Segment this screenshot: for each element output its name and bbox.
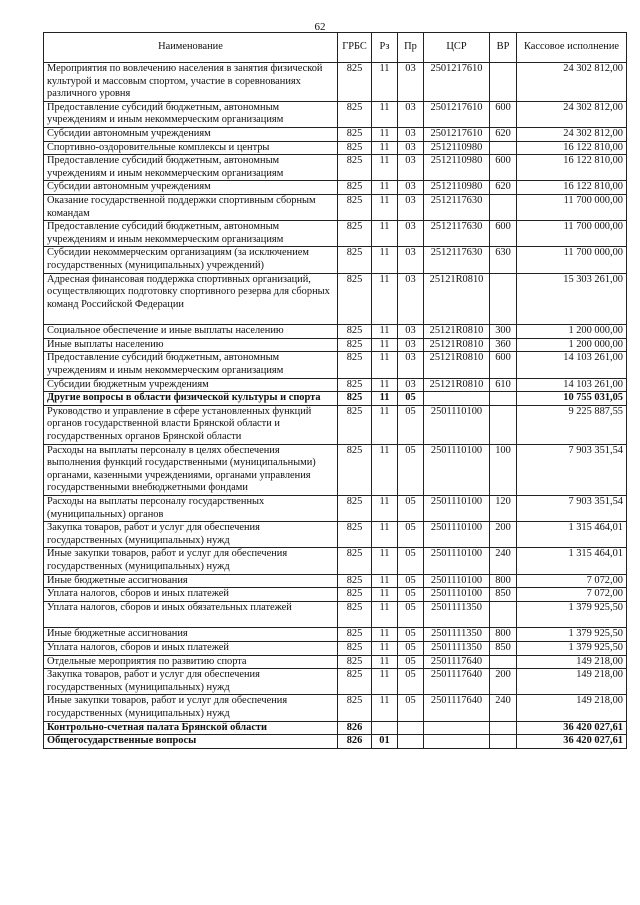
cell-csr: 2512117630 bbox=[424, 194, 490, 220]
cell-rz: 11 bbox=[372, 444, 398, 495]
cell-name: Субсидии бюджетным учреждениям bbox=[44, 378, 338, 392]
cell-grbs: 825 bbox=[338, 325, 372, 339]
cell-grbs: 825 bbox=[338, 221, 372, 247]
cell-name: Уплата налогов, сборов и иных платежей bbox=[44, 641, 338, 655]
cell-name: Предоставление субсидий бюджетным, автономным учреждениям и иным некоммерческим организациям bbox=[44, 101, 338, 127]
cell-rz: 11 bbox=[372, 101, 398, 127]
cell-amount: 14 103 261,00 bbox=[517, 352, 627, 378]
cell-csr: 2501117640 bbox=[424, 669, 490, 695]
cell-grbs: 825 bbox=[338, 695, 372, 721]
cell-pr: 03 bbox=[398, 352, 424, 378]
cell-csr bbox=[424, 392, 490, 406]
cell-amount: 10 755 031,05 bbox=[517, 392, 627, 406]
table-row bbox=[44, 101, 627, 127]
cell-vr bbox=[490, 721, 517, 735]
cell-name: Уплата налогов, сборов и иных обязательных платежей bbox=[44, 601, 338, 628]
cell-name: Спортивно-оздоровительные комплексы и центры bbox=[44, 141, 338, 155]
cell-grbs: 825 bbox=[338, 273, 372, 325]
cell-grbs: 826 bbox=[338, 721, 372, 735]
cell-pr: 03 bbox=[398, 63, 424, 102]
cell-rz: 11 bbox=[372, 392, 398, 406]
cell-csr: 2501217610 bbox=[424, 127, 490, 141]
cell-rz: 11 bbox=[372, 548, 398, 574]
header-pr: Пр bbox=[398, 33, 424, 63]
cell-amount: 24 302 812,00 bbox=[517, 127, 627, 141]
cell-name: Уплата налогов, сборов и иных платежей bbox=[44, 588, 338, 602]
cell-rz: 11 bbox=[372, 669, 398, 695]
table-row bbox=[44, 669, 627, 695]
cell-grbs: 825 bbox=[338, 63, 372, 102]
cell-name: Контрольно-счетная палата Брянской области bbox=[44, 721, 338, 735]
cell-pr: 03 bbox=[398, 273, 424, 325]
table-row bbox=[44, 392, 627, 406]
cell-csr: 2501217610 bbox=[424, 63, 490, 102]
cell-name: Закупка товаров, работ и услуг для обеспечения государственных (муниципальных) нужд bbox=[44, 669, 338, 695]
cell-name: Закупка товаров, работ и услуг для обеспечения государственных (муниципальных) нужд bbox=[44, 522, 338, 548]
cell-pr: 03 bbox=[398, 127, 424, 141]
cell-grbs: 825 bbox=[338, 155, 372, 181]
cell-amount: 1 200 000,00 bbox=[517, 338, 627, 352]
table-row bbox=[44, 63, 627, 102]
cell-rz: 11 bbox=[372, 141, 398, 155]
cell-amount: 15 303 261,00 bbox=[517, 273, 627, 325]
cell-grbs: 825 bbox=[338, 522, 372, 548]
cell-pr: 03 bbox=[398, 181, 424, 195]
cell-amount: 7 072,00 bbox=[517, 588, 627, 602]
cell-grbs: 825 bbox=[338, 392, 372, 406]
cell-amount: 36 420 027,61 bbox=[517, 735, 627, 749]
table-row bbox=[44, 496, 627, 522]
table-row bbox=[44, 127, 627, 141]
cell-amount: 16 122 810,00 bbox=[517, 155, 627, 181]
cell-amount: 9 225 887,55 bbox=[517, 405, 627, 444]
table-row bbox=[44, 221, 627, 247]
cell-amount: 11 700 000,00 bbox=[517, 194, 627, 220]
cell-grbs: 825 bbox=[338, 548, 372, 574]
cell-pr bbox=[398, 721, 424, 735]
cell-name: Общегосударственные вопросы bbox=[44, 735, 338, 749]
cell-name: Мероприятия по вовлечению населения в занятия физической культурой и массовым спортом, участие в соревнованиях различного уровня bbox=[44, 63, 338, 102]
cell-grbs: 825 bbox=[338, 352, 372, 378]
cell-amount: 11 700 000,00 bbox=[517, 247, 627, 273]
cell-name: Социальное обеспечение и иные выплаты населению bbox=[44, 325, 338, 339]
cell-amount: 1 379 925,50 bbox=[517, 628, 627, 642]
cell-rz: 11 bbox=[372, 155, 398, 181]
table-body bbox=[44, 63, 627, 749]
cell-grbs: 825 bbox=[338, 338, 372, 352]
cell-vr: 630 bbox=[490, 247, 517, 273]
cell-csr: 2501110100 bbox=[424, 548, 490, 574]
cell-amount: 14 103 261,00 bbox=[517, 378, 627, 392]
cell-amount: 1 200 000,00 bbox=[517, 325, 627, 339]
cell-pr: 05 bbox=[398, 496, 424, 522]
cell-vr: 200 bbox=[490, 522, 517, 548]
cell-csr: 25121R0810 bbox=[424, 338, 490, 352]
cell-grbs: 826 bbox=[338, 735, 372, 749]
cell-rz: 11 bbox=[372, 655, 398, 669]
cell-csr: 25121R0810 bbox=[424, 378, 490, 392]
table-row bbox=[44, 141, 627, 155]
cell-grbs: 825 bbox=[338, 181, 372, 195]
table-row bbox=[44, 601, 627, 628]
cell-amount: 24 302 812,00 bbox=[517, 101, 627, 127]
cell-vr bbox=[490, 141, 517, 155]
cell-csr: 25121R0810 bbox=[424, 325, 490, 339]
cell-csr: 2501111350 bbox=[424, 641, 490, 655]
cell-vr: 120 bbox=[490, 496, 517, 522]
cell-amount: 24 302 812,00 bbox=[517, 63, 627, 102]
header-csr: ЦСР bbox=[424, 33, 490, 63]
cell-pr: 05 bbox=[398, 588, 424, 602]
cell-rz: 11 bbox=[372, 325, 398, 339]
cell-grbs: 825 bbox=[338, 574, 372, 588]
cell-grbs: 825 bbox=[338, 247, 372, 273]
cell-pr: 03 bbox=[398, 101, 424, 127]
cell-vr bbox=[490, 63, 517, 102]
cell-pr: 05 bbox=[398, 695, 424, 721]
cell-grbs: 825 bbox=[338, 101, 372, 127]
cell-amount: 149 218,00 bbox=[517, 655, 627, 669]
cell-vr bbox=[490, 392, 517, 406]
table-row bbox=[44, 628, 627, 642]
cell-csr bbox=[424, 721, 490, 735]
table-row bbox=[44, 155, 627, 181]
cell-pr: 05 bbox=[398, 522, 424, 548]
cell-csr: 2512117630 bbox=[424, 247, 490, 273]
cell-grbs: 825 bbox=[338, 655, 372, 669]
table-row bbox=[44, 548, 627, 574]
cell-grbs: 825 bbox=[338, 496, 372, 522]
cell-grbs: 825 bbox=[338, 444, 372, 495]
cell-csr: 2501110100 bbox=[424, 405, 490, 444]
cell-vr: 240 bbox=[490, 548, 517, 574]
cell-csr: 2512110980 bbox=[424, 141, 490, 155]
cell-csr: 25121R0810 bbox=[424, 273, 490, 325]
cell-csr bbox=[424, 735, 490, 749]
table-row bbox=[44, 194, 627, 220]
cell-pr: 05 bbox=[398, 655, 424, 669]
cell-name: Субсидии автономным учреждениям bbox=[44, 127, 338, 141]
cell-csr: 2501111350 bbox=[424, 601, 490, 628]
cell-csr: 2501117640 bbox=[424, 655, 490, 669]
cell-vr bbox=[490, 601, 517, 628]
cell-name: Субсидии некоммерческим организациям (за исключением государственных (муниципальных) учреждений) bbox=[44, 247, 338, 273]
cell-pr: 03 bbox=[398, 338, 424, 352]
cell-pr: 03 bbox=[398, 141, 424, 155]
table-row bbox=[44, 695, 627, 721]
cell-pr: 05 bbox=[398, 574, 424, 588]
cell-vr bbox=[490, 655, 517, 669]
cell-rz: 11 bbox=[372, 628, 398, 642]
cell-name: Иные закупки товаров, работ и услуг для обеспечения государственных (муниципальных) нужд bbox=[44, 695, 338, 721]
cell-vr: 100 bbox=[490, 444, 517, 495]
cell-csr: 2512110980 bbox=[424, 181, 490, 195]
cell-pr: 05 bbox=[398, 628, 424, 642]
cell-pr: 03 bbox=[398, 247, 424, 273]
table-row bbox=[44, 588, 627, 602]
cell-amount: 11 700 000,00 bbox=[517, 221, 627, 247]
cell-rz: 11 bbox=[372, 194, 398, 220]
cell-grbs: 825 bbox=[338, 405, 372, 444]
cell-vr: 620 bbox=[490, 181, 517, 195]
cell-name: Предоставление субсидий бюджетным, автономным учреждениям и иным некоммерческим организациям bbox=[44, 352, 338, 378]
cell-vr: 850 bbox=[490, 588, 517, 602]
cell-rz: 11 bbox=[372, 247, 398, 273]
header-rz: Рз bbox=[372, 33, 398, 63]
cell-pr: 05 bbox=[398, 641, 424, 655]
cell-vr: 600 bbox=[490, 352, 517, 378]
cell-csr: 2501110100 bbox=[424, 574, 490, 588]
cell-amount: 16 122 810,00 bbox=[517, 181, 627, 195]
cell-name: Субсидии автономным учреждениям bbox=[44, 181, 338, 195]
cell-vr bbox=[490, 735, 517, 749]
cell-name: Другие вопросы в области физической культуры и спорта bbox=[44, 392, 338, 406]
cell-rz: 11 bbox=[372, 496, 398, 522]
cell-rz: 11 bbox=[372, 181, 398, 195]
cell-vr: 600 bbox=[490, 155, 517, 181]
cell-name: Предоставление субсидий бюджетным, автономным учреждениям и иным некоммерческим организациям bbox=[44, 155, 338, 181]
cell-grbs: 825 bbox=[338, 669, 372, 695]
table-header-row bbox=[44, 33, 627, 63]
cell-amount: 1 379 925,50 bbox=[517, 601, 627, 628]
header-grbs: ГРБС bbox=[338, 33, 372, 63]
cell-name: Руководство и управление в сфере установленных функций органов государственной власти Брянской области и государственных органов Брянской области bbox=[44, 405, 338, 444]
cell-rz: 11 bbox=[372, 63, 398, 102]
cell-rz: 11 bbox=[372, 695, 398, 721]
cell-csr: 2512117630 bbox=[424, 221, 490, 247]
table-row bbox=[44, 444, 627, 495]
cell-csr: 2501217610 bbox=[424, 101, 490, 127]
cell-rz: 11 bbox=[372, 273, 398, 325]
cell-amount: 36 420 027,61 bbox=[517, 721, 627, 735]
cell-csr: 2501111350 bbox=[424, 628, 490, 642]
cell-name: Оказание государственной поддержки спортивным сборным командам bbox=[44, 194, 338, 220]
cell-rz: 11 bbox=[372, 641, 398, 655]
cell-rz: 11 bbox=[372, 405, 398, 444]
cell-pr: 05 bbox=[398, 548, 424, 574]
cell-pr: 03 bbox=[398, 378, 424, 392]
cell-name: Отдельные мероприятия по развитию спорта bbox=[44, 655, 338, 669]
table-row bbox=[44, 641, 627, 655]
cell-rz: 11 bbox=[372, 338, 398, 352]
table-row bbox=[44, 655, 627, 669]
cell-grbs: 825 bbox=[338, 194, 372, 220]
cell-grbs: 825 bbox=[338, 588, 372, 602]
cell-vr: 800 bbox=[490, 628, 517, 642]
cell-name: Иные бюджетные ассигнования bbox=[44, 628, 338, 642]
cell-amount: 149 218,00 bbox=[517, 695, 627, 721]
cell-vr: 200 bbox=[490, 669, 517, 695]
cell-grbs: 825 bbox=[338, 641, 372, 655]
cell-amount: 7 903 351,54 bbox=[517, 444, 627, 495]
table-row bbox=[44, 352, 627, 378]
cell-name: Иные выплаты населению bbox=[44, 338, 338, 352]
cell-amount: 1 315 464,01 bbox=[517, 522, 627, 548]
cell-rz: 01 bbox=[372, 735, 398, 749]
cell-rz: 11 bbox=[372, 574, 398, 588]
cell-grbs: 825 bbox=[338, 601, 372, 628]
cell-vr bbox=[490, 194, 517, 220]
cell-csr: 2501110100 bbox=[424, 496, 490, 522]
header-amount: Кассовое исполнение bbox=[517, 33, 627, 63]
table-row bbox=[44, 735, 627, 749]
table-row bbox=[44, 721, 627, 735]
cell-csr: 2501110100 bbox=[424, 522, 490, 548]
cell-vr: 600 bbox=[490, 101, 517, 127]
cell-csr: 2501117640 bbox=[424, 695, 490, 721]
cell-name: Предоставление субсидий бюджетным, автономным учреждениям и иным некоммерческим организациям bbox=[44, 221, 338, 247]
cell-rz: 11 bbox=[372, 601, 398, 628]
page-number: 62 bbox=[314, 21, 326, 33]
cell-grbs: 825 bbox=[338, 127, 372, 141]
cell-rz bbox=[372, 721, 398, 735]
cell-vr: 800 bbox=[490, 574, 517, 588]
cell-grbs: 825 bbox=[338, 628, 372, 642]
cell-pr: 03 bbox=[398, 325, 424, 339]
cell-pr bbox=[398, 735, 424, 749]
cell-rz: 11 bbox=[372, 127, 398, 141]
cell-vr: 610 bbox=[490, 378, 517, 392]
cell-pr: 05 bbox=[398, 601, 424, 628]
cell-rz: 11 bbox=[372, 378, 398, 392]
table-row bbox=[44, 405, 627, 444]
cell-vr: 360 bbox=[490, 338, 517, 352]
cell-grbs: 825 bbox=[338, 141, 372, 155]
table-row bbox=[44, 378, 627, 392]
cell-amount: 1 379 925,50 bbox=[517, 641, 627, 655]
cell-name: Расходы на выплаты персоналу государственных (муниципальных) органов bbox=[44, 496, 338, 522]
cell-rz: 11 bbox=[372, 588, 398, 602]
cell-amount: 7 072,00 bbox=[517, 574, 627, 588]
cell-name: Адресная финансовая поддержка спортивных организаций, осуществляющих подготовку спортивного резерва для сборных команд Российской Федерации bbox=[44, 273, 338, 325]
cell-vr bbox=[490, 273, 517, 325]
budget-execution-table bbox=[43, 32, 627, 749]
cell-vr: 300 bbox=[490, 325, 517, 339]
table-row bbox=[44, 273, 627, 325]
cell-csr: 25121R0810 bbox=[424, 352, 490, 378]
cell-vr: 850 bbox=[490, 641, 517, 655]
cell-grbs: 825 bbox=[338, 378, 372, 392]
cell-pr: 03 bbox=[398, 194, 424, 220]
cell-amount: 1 315 464,01 bbox=[517, 548, 627, 574]
table-row bbox=[44, 247, 627, 273]
cell-pr: 05 bbox=[398, 392, 424, 406]
cell-amount: 16 122 810,00 bbox=[517, 141, 627, 155]
header-vr: ВР bbox=[490, 33, 517, 63]
table-row bbox=[44, 181, 627, 195]
cell-amount: 7 903 351,54 bbox=[517, 496, 627, 522]
cell-vr: 620 bbox=[490, 127, 517, 141]
cell-csr: 2501110100 bbox=[424, 588, 490, 602]
cell-pr: 03 bbox=[398, 155, 424, 181]
table-row bbox=[44, 325, 627, 339]
table-row bbox=[44, 522, 627, 548]
cell-amount: 149 218,00 bbox=[517, 669, 627, 695]
cell-vr: 240 bbox=[490, 695, 517, 721]
cell-rz: 11 bbox=[372, 352, 398, 378]
cell-pr: 05 bbox=[398, 669, 424, 695]
cell-name: Расходы на выплаты персоналу в целях обеспечения выполнения функций государственными (муниципальными) органами, казенными учреждениями, органами управления государственными внебюджетными фондами bbox=[44, 444, 338, 495]
table-row bbox=[44, 574, 627, 588]
cell-rz: 11 bbox=[372, 221, 398, 247]
header-name: Наименование bbox=[44, 33, 338, 63]
cell-pr: 05 bbox=[398, 444, 424, 495]
cell-vr: 600 bbox=[490, 221, 517, 247]
cell-rz: 11 bbox=[372, 522, 398, 548]
cell-csr: 2501110100 bbox=[424, 444, 490, 495]
cell-vr bbox=[490, 405, 517, 444]
cell-pr: 05 bbox=[398, 405, 424, 444]
table-row bbox=[44, 338, 627, 352]
cell-csr: 2512110980 bbox=[424, 155, 490, 181]
cell-name: Иные бюджетные ассигнования bbox=[44, 574, 338, 588]
cell-pr: 03 bbox=[398, 221, 424, 247]
cell-name: Иные закупки товаров, работ и услуг для обеспечения государственных (муниципальных) нужд bbox=[44, 548, 338, 574]
